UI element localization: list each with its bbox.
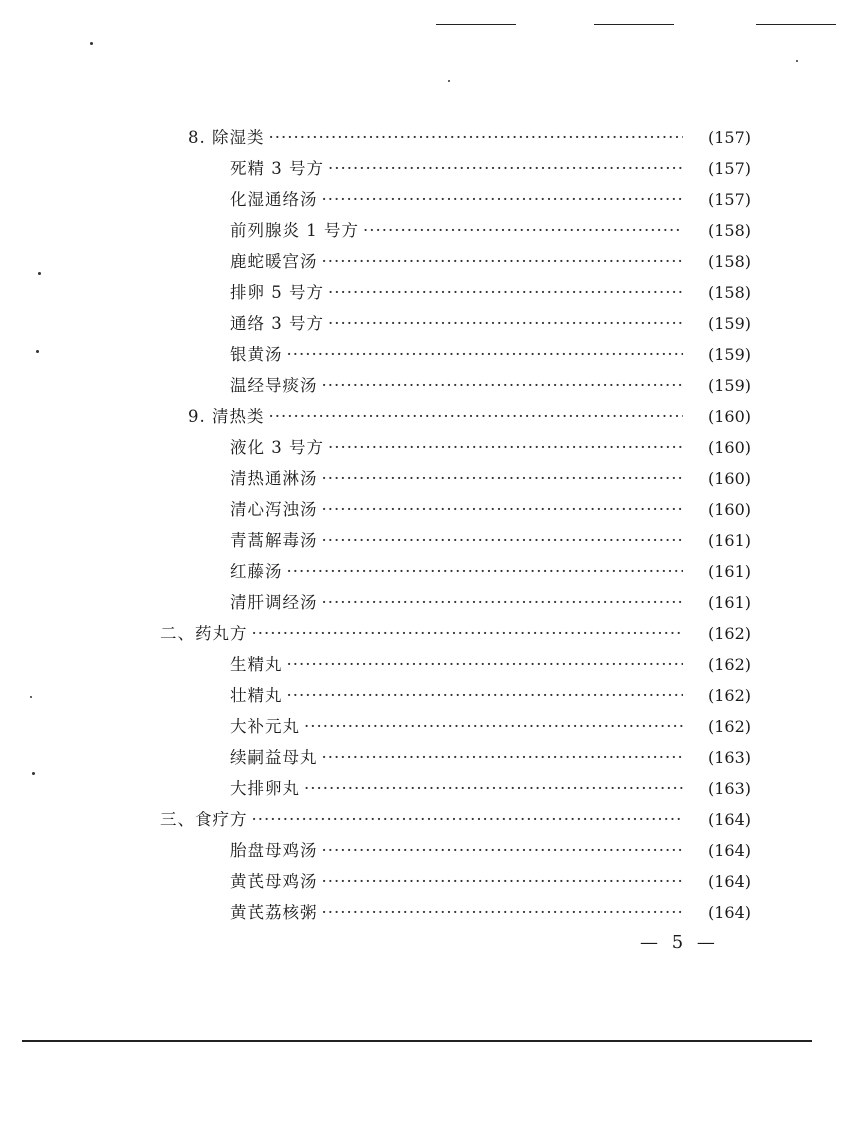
toc-entry[interactable] <box>230 277 751 308</box>
toc-entry-title: 红藤汤 <box>230 562 283 581</box>
toc-entry[interactable] <box>230 525 751 556</box>
toc-entry-title: 化湿通络汤 <box>230 190 318 209</box>
toc-entry-page: (162) <box>707 686 751 705</box>
dot-leader <box>363 215 683 246</box>
toc-entry-title: 清热通淋汤 <box>230 469 318 488</box>
dot-leader <box>269 401 684 432</box>
toc-entry-page: (162) <box>707 717 751 736</box>
toc-entry-title: 排卵 5 号方 <box>230 283 324 302</box>
dot-leader <box>322 742 684 773</box>
scan-speck <box>36 350 39 353</box>
header-rule <box>594 24 674 25</box>
dot-leader <box>328 308 683 339</box>
toc-entry[interactable] <box>230 711 751 742</box>
toc-entry[interactable] <box>230 370 751 401</box>
dot-leader <box>328 153 683 184</box>
toc-entry[interactable] <box>230 866 751 897</box>
dot-leader <box>287 680 684 711</box>
toc-entry-title: 续嗣益母丸 <box>230 748 318 767</box>
dot-leader <box>252 804 684 835</box>
toc-entry[interactable] <box>188 122 751 153</box>
toc-entry-page: (163) <box>707 779 751 798</box>
toc-entry-page: (160) <box>707 469 751 488</box>
dot-leader <box>269 122 684 153</box>
toc-entry-title: 大排卵丸 <box>230 779 300 798</box>
dot-leader <box>322 184 684 215</box>
toc-entry-title: 液化 3 号方 <box>230 438 324 457</box>
toc-entry-page: (158) <box>707 221 751 240</box>
scan-speck <box>796 60 798 62</box>
toc-entry-title: 生精丸 <box>230 655 283 674</box>
toc-entry[interactable] <box>230 339 751 370</box>
toc-entry[interactable] <box>230 215 751 246</box>
dot-leader <box>287 649 684 680</box>
scan-speck <box>38 272 41 275</box>
header-rule <box>436 24 516 25</box>
dot-leader <box>287 339 684 370</box>
toc-entry-title: 银黄汤 <box>230 345 283 364</box>
toc-entry-page: (164) <box>707 872 751 891</box>
toc-entry-page: (158) <box>707 252 751 271</box>
toc-entry-page: (159) <box>707 345 751 364</box>
toc-entry-page: (157) <box>707 190 751 209</box>
toc-entry-page: (163) <box>707 748 751 767</box>
dot-leader <box>322 494 684 525</box>
dot-leader <box>328 277 683 308</box>
footer-rule <box>22 1040 812 1042</box>
toc-entry-page: (162) <box>707 624 751 643</box>
toc-entry-title: 8. 除湿类 <box>188 128 265 147</box>
dot-leader <box>322 835 684 866</box>
toc-entry[interactable] <box>230 835 751 866</box>
header-rule <box>756 24 836 25</box>
scan-speck <box>32 772 35 775</box>
toc-entry-page: (161) <box>707 562 751 581</box>
toc-entry-title: 温经导痰汤 <box>230 376 318 395</box>
toc-entry-title: 9. 清热类 <box>188 407 265 426</box>
toc-entry[interactable] <box>230 184 751 215</box>
toc-entry-page: (160) <box>707 500 751 519</box>
toc-entry-page: (160) <box>707 407 751 426</box>
toc-entry[interactable] <box>230 432 751 463</box>
toc-entry-title: 二、药丸方 <box>160 624 248 643</box>
toc-entry-page: (159) <box>707 376 751 395</box>
page-number: — 5 — <box>640 932 719 953</box>
toc-entry-page: (161) <box>707 531 751 550</box>
toc-entry-page: (162) <box>707 655 751 674</box>
toc-entry[interactable] <box>230 680 751 711</box>
toc-entry-title: 黄芪荔核粥 <box>230 903 318 922</box>
toc-entry-title: 鹿蛇暖宫汤 <box>230 252 318 271</box>
dot-leader <box>322 587 684 618</box>
toc-entry-page: (164) <box>707 810 751 829</box>
toc-entry[interactable] <box>230 463 751 494</box>
scan-speck <box>90 42 93 45</box>
toc-entry[interactable] <box>230 153 751 184</box>
dot-leader <box>287 556 684 587</box>
toc-entry-page: (164) <box>707 903 751 922</box>
toc-entry-title: 清肝调经汤 <box>230 593 318 612</box>
dot-leader <box>322 525 684 556</box>
toc-entry-title: 大补元丸 <box>230 717 300 736</box>
scan-speck <box>30 696 32 698</box>
toc-entry-title: 死精 3 号方 <box>230 159 324 178</box>
toc-entry[interactable] <box>230 308 751 339</box>
toc-entry[interactable] <box>230 649 751 680</box>
dot-leader <box>252 618 684 649</box>
toc-entry[interactable] <box>160 618 751 649</box>
toc-entry-title: 清心泻浊汤 <box>230 500 318 519</box>
dot-leader <box>328 432 683 463</box>
toc-entry-title: 青蒿解毒汤 <box>230 531 318 550</box>
toc-entry-title: 通络 3 号方 <box>230 314 324 333</box>
dot-leader <box>304 773 683 804</box>
toc-entry[interactable] <box>230 897 751 928</box>
toc-entry[interactable] <box>230 742 751 773</box>
toc-entry[interactable] <box>230 773 751 804</box>
toc-entry-title: 前列腺炎 1 号方 <box>230 221 359 240</box>
dot-leader <box>322 897 684 928</box>
toc-entry[interactable] <box>230 556 751 587</box>
toc-entry-page: (157) <box>707 159 751 178</box>
dot-leader <box>322 246 684 277</box>
toc-entry-title: 黄芪母鸡汤 <box>230 872 318 891</box>
toc-entry-page: (159) <box>707 314 751 333</box>
toc-entry[interactable] <box>160 804 751 835</box>
toc-entry-page: (161) <box>707 593 751 612</box>
toc-entry[interactable] <box>230 494 751 525</box>
toc-entry-page: (158) <box>707 283 751 302</box>
toc-entry-title: 三、食疗方 <box>160 810 248 829</box>
toc-entry[interactable] <box>188 401 751 432</box>
dot-leader <box>322 463 684 494</box>
dot-leader <box>304 711 683 742</box>
dot-leader <box>322 866 684 897</box>
toc-entry-page: (157) <box>707 128 751 147</box>
toc-entry-page: (164) <box>707 841 751 860</box>
toc-entry-page: (160) <box>707 438 751 457</box>
scan-speck <box>448 80 450 82</box>
toc-entry[interactable] <box>230 246 751 277</box>
toc-entry[interactable] <box>230 587 751 618</box>
dot-leader <box>322 370 684 401</box>
toc-entry-title: 胎盘母鸡汤 <box>230 841 318 860</box>
toc-entry-title: 壮精丸 <box>230 686 283 705</box>
